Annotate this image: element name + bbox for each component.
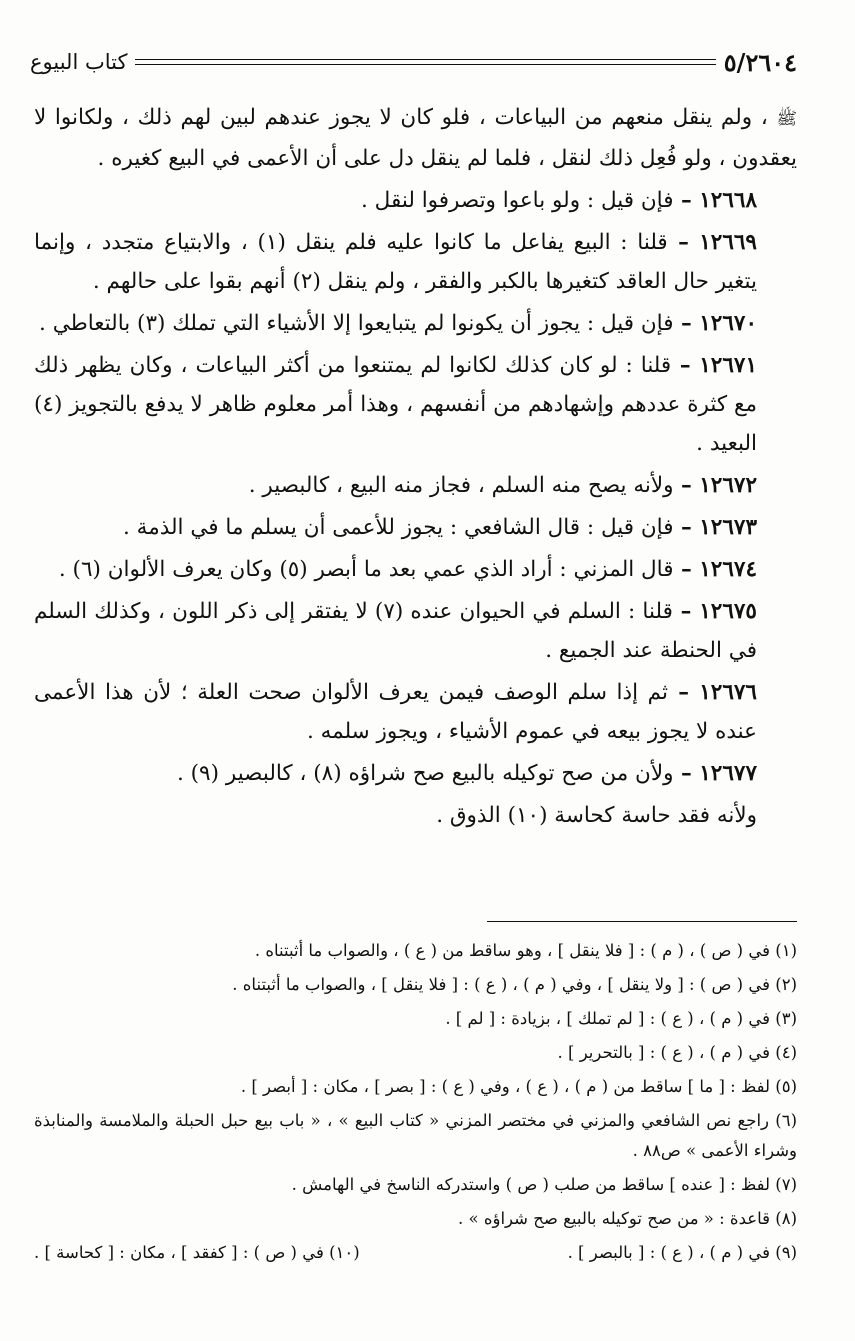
honorific-glyph: ﷺ (776, 109, 797, 129)
page-number: ٥/٢٦٠٤ (723, 47, 797, 77)
running-header (30, 44, 797, 80)
paragraph-text: فإن قيل : يجوز أن يكونوا لم يتبايعوا إلا الأشياء التي تملك (٣) بالتعاطي . (39, 311, 674, 336)
paragraph-text: فإن قيل : قال الشافعي : يجوز للأعمى أن يسلم ما في الذمة . (123, 515, 674, 540)
paragraph (34, 550, 797, 589)
paragraph (34, 466, 797, 505)
paragraph-number: ١٢٦٧٦ – (678, 680, 757, 705)
paragraph (34, 796, 797, 835)
paragraph-number: ١٢٦٧٢ – (681, 473, 757, 498)
paragraph-number: ١٢٦٦٨ – (681, 188, 757, 213)
footnote: (٨) قاعدة : « من صح توكيله بالبيع صح شراؤه » . (458, 1209, 797, 1228)
footnote: (٤) في ( م ) ، ( ع ) : [ بالتحرير ] . (557, 1043, 797, 1062)
paragraph-text: قلنا : السلم في الحيوان عنده (٧) لا يفتقر إلى ذكر اللون ، وكذلك السلم في الحنطة عند الجميع . (34, 599, 757, 663)
footnote: (٦) راجع نص الشافعي والمزني في مختصر المزني « كتاب البيع » ، « باب بيع حبل الحبلة والملامسة والمنابذة وشراء الأعمى » ص٨٨ . (34, 1111, 797, 1160)
paragraph-number: ١٢٦٧٧ – (681, 761, 757, 786)
paragraph-text: قلنا : لو كان كذلك لكانوا لم يمتنعوا من أكثر البياعات ، وكان يظهر ذلك مع كثرة عددهم وإشهادهم من أنفسهم ، وهذا أمر معلوم ظاهر لا يدفع بالتجويز (٤) البعيد . (34, 353, 757, 456)
footnote: (٥) لفظ : [ ما ] ساقط من ( م ) ، ( ع ) ، وفي ( ع ) : [ بصر ] ، مكان : [ أبصر ] . (240, 1077, 797, 1096)
paragraph (34, 346, 797, 463)
paragraph-text: قال المزني : أراد الذي عمي بعد ما أبصر (٥) وكان يعرف الألوان (٦) . (58, 557, 674, 582)
paragraph (34, 223, 797, 301)
paragraph-text: قلنا : البيع يفاعل ما كانوا عليه فلم ينقل (١) ، والابتياع متجدد ، وإنما يتغير حال العاقد كتغيرها بالكبر والفقر ، ولم ينقل (٢) أنهم بقوا على حالهم . (34, 230, 757, 294)
paragraph (34, 508, 797, 547)
footnote: (٣) في ( م ) ، ( ع ) : [ لم تملك ] ، بزيادة : [ لم ] . (445, 1009, 797, 1028)
footnotes (34, 936, 797, 1272)
paragraph-text: ، ولم ينقل منعهم من البياعات ، فلو كان لا يجوز عندهم لبين لهم ذلك ، ولكانوا لا يعقدون ، ولو فُعِل ذلك لنقل ، فلما لم ينقل دل على أن الأعمى في البيع كغيره . (34, 105, 797, 171)
book-title: كتاب البيوع (30, 50, 128, 74)
paragraph (34, 592, 797, 670)
header-rule (135, 59, 715, 65)
paragraph-number: ١٢٦٧٥ – (680, 599, 757, 624)
paragraph-text: ولأنه يصح منه السلم ، فجاز منه البيع ، كالبصير . (248, 473, 674, 498)
paragraph-text: ثم إذا سلم الوصف فيمن يعرف الألوان صحت العلة ؛ لأن هذا الأعمى عنده لا يجوز بيعه في عموم الأشياء ، ويجوز سلمه . (34, 680, 757, 744)
paragraph-number: ١٢٦٧٠ – (681, 311, 757, 336)
paragraph (34, 673, 797, 751)
paragraph-number: ١٢٦٧٤ – (681, 557, 757, 582)
footnote-separator (487, 921, 797, 922)
main-text (34, 98, 797, 838)
paragraph-text: فإن قيل : ولو باعوا وتصرفوا لنقل . (361, 188, 674, 213)
paragraph (34, 181, 797, 220)
footnote: (٢) في ( ص ) : [ ولا ينقل ] ، وفي ( م ) ، ( ع ) : [ فلا ينقل ] ، والصواب ما أثبتناه . (232, 975, 797, 994)
footnote: (١٠) في ( ص ) : [ كفقد ] ، مكان : [ كحاسة ] . (34, 1243, 360, 1262)
paragraph-number: ١٢٦٦٩ – (678, 230, 757, 255)
paragraph-number: ١٢٦٧١ – (679, 353, 757, 378)
paragraph-text: ولأنه فقد حاسة كحاسة (١٠) الذوق . (436, 803, 757, 828)
paragraph (34, 98, 797, 178)
footnote: (٧) لفظ : [ عنده ] ساقط من صلب ( ص ) واستدركه الناسخ في الهامش . (291, 1175, 797, 1194)
paragraph-number: ١٢٦٧٣ – (681, 515, 757, 540)
footnote-row (34, 1238, 797, 1268)
paragraph-text: ولأن من صح توكيله بالبيع صح شراؤه (٨) ، كالبصير (٩) . (176, 761, 674, 786)
footnote: (١) في ( ص ) ، ( م ) : [ فلا ينقل ] ، وهو ساقط من ( ع ) ، والصواب ما أثبتناه . (254, 941, 797, 960)
paragraph (34, 754, 797, 793)
paragraph (34, 304, 797, 343)
footnote: (٩) في ( م ) ، ( ع ) : [ بالبصر ] . (567, 1243, 797, 1262)
